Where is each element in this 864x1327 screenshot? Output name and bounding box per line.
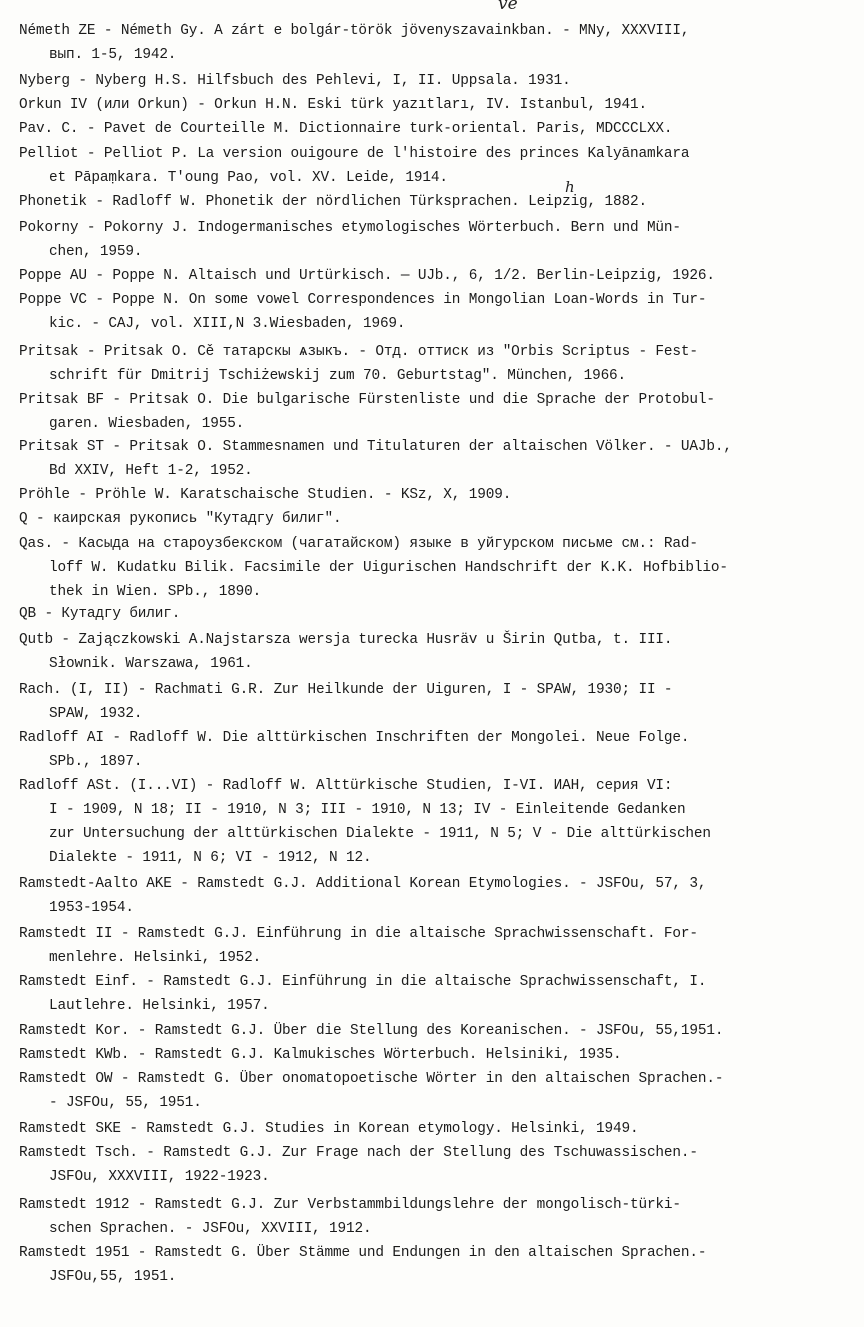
bibliography-entry	[19, 507, 849, 531]
bibliography-entry	[19, 678, 849, 726]
bibliography-entry	[19, 602, 849, 626]
bibliography-entry	[19, 340, 849, 388]
entry-first-line: Pritsak BF - Pritsak O. Die bulgarische Fürstenliste und die Sprache der Protobul-	[19, 392, 715, 408]
entry-first-line: Nyberg - Nyberg H.S. Hilfsbuch des Pehlevi, I, II. Uppsala. 1931.	[19, 73, 571, 89]
entry-continuation-line: JSFOu, XXXVIII, 1922-1923.	[49, 1169, 270, 1185]
bibliography-entry	[19, 774, 849, 870]
bibliography-entry	[19, 628, 849, 676]
entry-first-line: Ramstedt Einf. - Ramstedt G.J. Einführung in die altaische Sprachwissenschaft, I.	[19, 974, 707, 990]
entry-first-line: Qas. - Касыда на староузбекском (чагатайском) языке в уйгурском письме см.: Rad-	[19, 536, 698, 552]
handwritten-correction-ve: ve	[498, 0, 518, 14]
entry-first-line: Ramstedt 1951 - Ramstedt G. Über Stämme und Endungen in den altaischen Sprachen.-	[19, 1245, 707, 1261]
handwritten-correction-phonetik: h	[565, 178, 575, 196]
bibliography-entry	[19, 117, 849, 141]
entry-first-line: Ramstedt Kor. - Ramstedt G.J. Über die Stellung des Koreanischen. - JSFOu, 55,1951.	[19, 1023, 724, 1039]
bibliography-entry	[19, 1067, 849, 1115]
bibliography-entry	[19, 142, 849, 190]
entry-first-line: Ramstedt II - Ramstedt G.J. Einführung in die altaische Sprachwissenschaft. For-	[19, 926, 698, 942]
bibliography-entry	[19, 1141, 849, 1189]
bibliography-entry	[19, 388, 849, 436]
entry-continuation-line: JSFOu,55, 1951.	[49, 1269, 177, 1285]
entry-first-line: Q - каирская рукопись "Кутадгу билиг".	[19, 511, 342, 527]
bibliography-entry	[19, 1019, 849, 1043]
bibliography-entry	[19, 19, 849, 67]
bibliography-entry	[19, 726, 849, 774]
entry-first-line: Ramstedt KWb. - Ramstedt G.J. Kalmukisches Wörterbuch. Helsiniki, 1935.	[19, 1047, 622, 1063]
bibliography-entry	[19, 872, 849, 920]
entry-continuation-line: I - 1909, N 18; II - 1910, N 3; III - 1910, N 13; IV - Einleitende Gedanken	[49, 802, 686, 818]
bibliography-entry	[19, 190, 849, 214]
entry-continuation-line: loff W. Kudatku Bilik. Facsimile der Uigurischen Handschrift der K.K. Hofbiblio-	[49, 560, 728, 576]
entry-continuation-line: kic. - CAJ, vol. XIII,N 3.Wiesbaden, 1969.	[49, 316, 406, 332]
bibliography-entry	[19, 970, 849, 1018]
entry-first-line: Rach. (I, II) - Rachmati G.R. Zur Heilkunde der Uiguren, I - SPAW, 1930; II -	[19, 682, 673, 698]
entry-continuation-line: zur Untersuchung der alttürkischen Dialekte - 1911, N 5; V - Die alttürkischen	[49, 826, 711, 842]
entry-first-line: Radloff AI - Radloff W. Die alttürkischen Inschriften der Mongolei. Neue Folge.	[19, 730, 690, 746]
entry-continuation-line: menlehre. Helsinki, 1952.	[49, 950, 262, 966]
bibliography-entry	[19, 1241, 849, 1289]
entry-continuation-line: - JSFOu, 55, 1951.	[49, 1095, 202, 1111]
entry-first-line: Németh ZE - Németh Gy. A zárt e bolgár-török jövenyszavainkban. - MNy, XXXVIII,	[19, 23, 690, 39]
bibliography-entry	[19, 435, 849, 483]
bibliography-entry	[19, 922, 849, 970]
entry-continuation-line: et Pāpaṃkara. T'oung Pao, vol. XV. Leide, 1914.	[49, 170, 448, 186]
bibliography-entry	[19, 1117, 849, 1141]
bibliography-entry	[19, 264, 849, 288]
entry-first-line: Poppe VC - Poppe N. On some vowel Correspondences in Mongolian Loan-Words in Tur-	[19, 292, 707, 308]
entry-first-line: Qutb - Zajączkowski A.Najstarsza wersja turecka Husräv u Širin Qutba, t. III.	[19, 632, 673, 648]
bibliography-entry	[19, 69, 849, 93]
entry-first-line: Pritsak - Pritsak O. Cě татарскы ѧзыкъ. - Отд. оттиск из "Orbis Scriptus - Fest-	[19, 344, 698, 360]
bibliography-entry	[19, 532, 849, 604]
entry-first-line: Radloff ASt. (I...VI) - Radloff W. Alttürkische Studien, I-VI. ИАН, серия VI:	[19, 778, 673, 794]
entry-continuation-line: Lautlehre. Helsinki, 1957.	[49, 998, 270, 1014]
bibliography-entry	[19, 1043, 849, 1067]
entry-continuation-line: SPb., 1897.	[49, 754, 143, 770]
entry-continuation-line: chen, 1959.	[49, 244, 143, 260]
entry-continuation-line: Słownik. Warszawa, 1961.	[49, 656, 253, 672]
entry-first-line: Ramstedt OW - Ramstedt G. Über onomatopoetische Wörter in den altaischen Sprachen.-	[19, 1071, 724, 1087]
entry-first-line: Pelliot - Pelliot P. La version ouigoure de l'histoire des princes Kalyānamkara	[19, 146, 690, 162]
entry-continuation-line: garen. Wiesbaden, 1955.	[49, 416, 245, 432]
bibliography-entry	[19, 483, 849, 507]
entry-first-line: Pokorny - Pokorny J. Indogermanisches etymologisches Wörterbuch. Bern und Mün-	[19, 220, 681, 236]
entry-continuation-line: schen Sprachen. - JSFOu, XXVIII, 1912.	[49, 1221, 372, 1237]
entry-continuation-line: 1953-1954.	[49, 900, 134, 916]
bibliography-entry	[19, 288, 849, 336]
bibliography-entry	[19, 93, 849, 117]
entry-continuation-line: thek in Wien. SPb., 1890.	[49, 584, 262, 600]
entry-continuation-line: schrift für Dmitrij Tschiżewskij zum 70. Geburtstag". München, 1966.	[49, 368, 627, 384]
bibliography-entry	[19, 216, 849, 264]
entry-continuation-line: Dialekte - 1911, N 6; VI - 1912, N 12.	[49, 850, 372, 866]
entry-first-line: Ramstedt SKE - Ramstedt G.J. Studies in Korean etymology. Helsinki, 1949.	[19, 1121, 639, 1137]
entry-first-line: Pritsak ST - Pritsak O. Stammesnamen und Titulaturen der altaischen Völker. - UAJb.,	[19, 439, 732, 455]
entry-continuation-line: SPAW, 1932.	[49, 706, 143, 722]
entry-continuation-line: вып. 1-5, 1942.	[49, 47, 177, 63]
entry-first-line: Orkun IV (или Orkun) - Orkun H.N. Eski türk yazıtları, IV. Istanbul, 1941.	[19, 97, 647, 113]
entry-first-line: Phonetik - Radloff W. Phonetik der nördlichen Türksprachen. Leipzig, 1882.	[19, 194, 647, 210]
entry-first-line: QB - Кутадгу билиг.	[19, 606, 181, 622]
bibliography-entry	[19, 1193, 849, 1241]
entry-first-line: Ramstedt 1912 - Ramstedt G.J. Zur Verbstammbildungslehre der mongolisch-türki-	[19, 1197, 681, 1213]
entry-first-line: Pröhle - Pröhle W. Karatschaische Studien. - KSz, X, 1909.	[19, 487, 512, 503]
entry-first-line: Poppe AU - Poppe N. Altaisch und Urtürkisch. — UJb., 6, 1/2. Berlin-Leipzig, 1926.	[19, 268, 715, 284]
entry-first-line: Ramstedt-Aalto AKE - Ramstedt G.J. Additional Korean Etymologies. - JSFOu, 57, 3,	[19, 876, 707, 892]
entry-continuation-line: Bd XXIV, Heft 1-2, 1952.	[49, 463, 253, 479]
entry-first-line: Pav. C. - Pavet de Courteille M. Dictionnaire turk-oriental. Paris, MDCCCLXX.	[19, 121, 673, 137]
entry-first-line: Ramstedt Tsch. - Ramstedt G.J. Zur Frage nach der Stellung des Tschuwassischen.-	[19, 1145, 698, 1161]
